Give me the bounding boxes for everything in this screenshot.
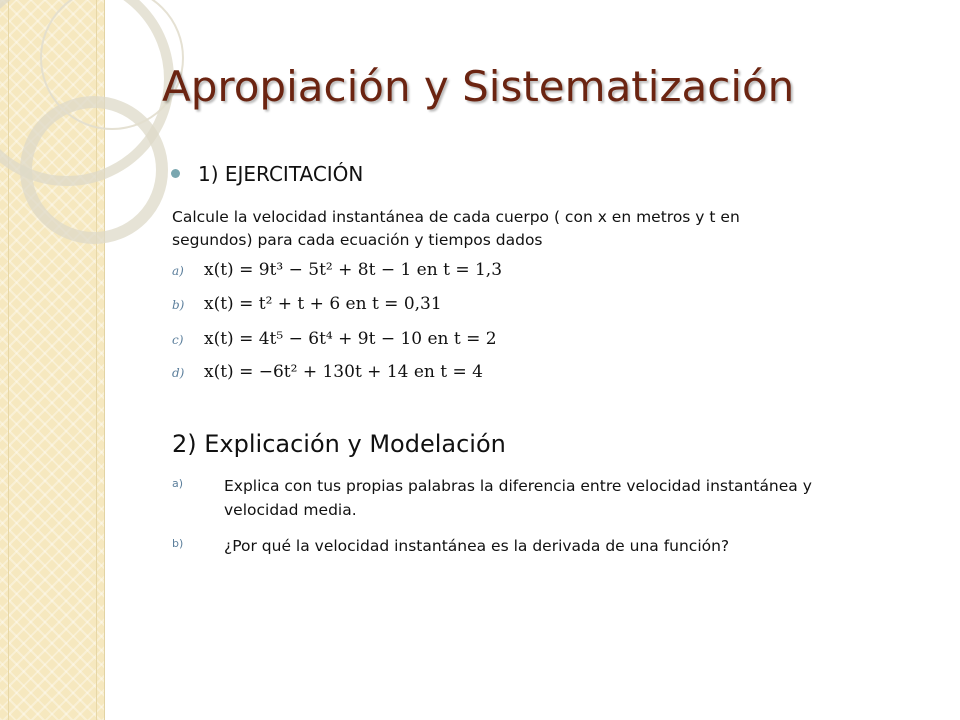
question-label: b) <box>172 537 184 550</box>
ejercitacion-heading: 1) EJERCITACIÓN <box>198 162 364 186</box>
equation-text: x(t) = −6t² + 130t + 14 en t = 4 <box>204 362 483 382</box>
slide-title: Apropiación y Sistematización <box>162 62 795 111</box>
equation-item <box>172 260 502 280</box>
equation-text: x(t) = t² + t + 6 en t = 0,31 <box>204 294 442 314</box>
question-text: Explica con tus propias palabras la diferencia entre velocidad instantánea y velocidad media. <box>224 477 812 519</box>
ejercitacion-intro: Calcule la velocidad instantánea de cada cuerpo ( con x en metros y t en segundos) para cada ecuación y tiempos dados <box>172 208 740 249</box>
modelacion-heading: 2) Explicación y Modelación <box>172 430 506 458</box>
equation-item <box>172 329 497 349</box>
question-label: a) <box>172 477 184 490</box>
bullet-dot-icon <box>171 169 180 178</box>
question-text: ¿Por qué la velocidad instantánea es la derivada de una función? <box>224 537 730 555</box>
equation-item <box>172 294 442 314</box>
equation-label: d) <box>172 366 185 380</box>
equation-item <box>172 362 483 382</box>
equation-text: x(t) = 4t⁵ − 6t⁴ + 9t − 10 en t = 2 <box>204 329 497 349</box>
equation-text: x(t) = 9t³ − 5t² + 8t − 1 en t = 1,3 <box>204 260 503 280</box>
equation-label: a) <box>172 264 184 278</box>
equation-label: c) <box>172 333 184 347</box>
equation-label: b) <box>172 298 185 312</box>
